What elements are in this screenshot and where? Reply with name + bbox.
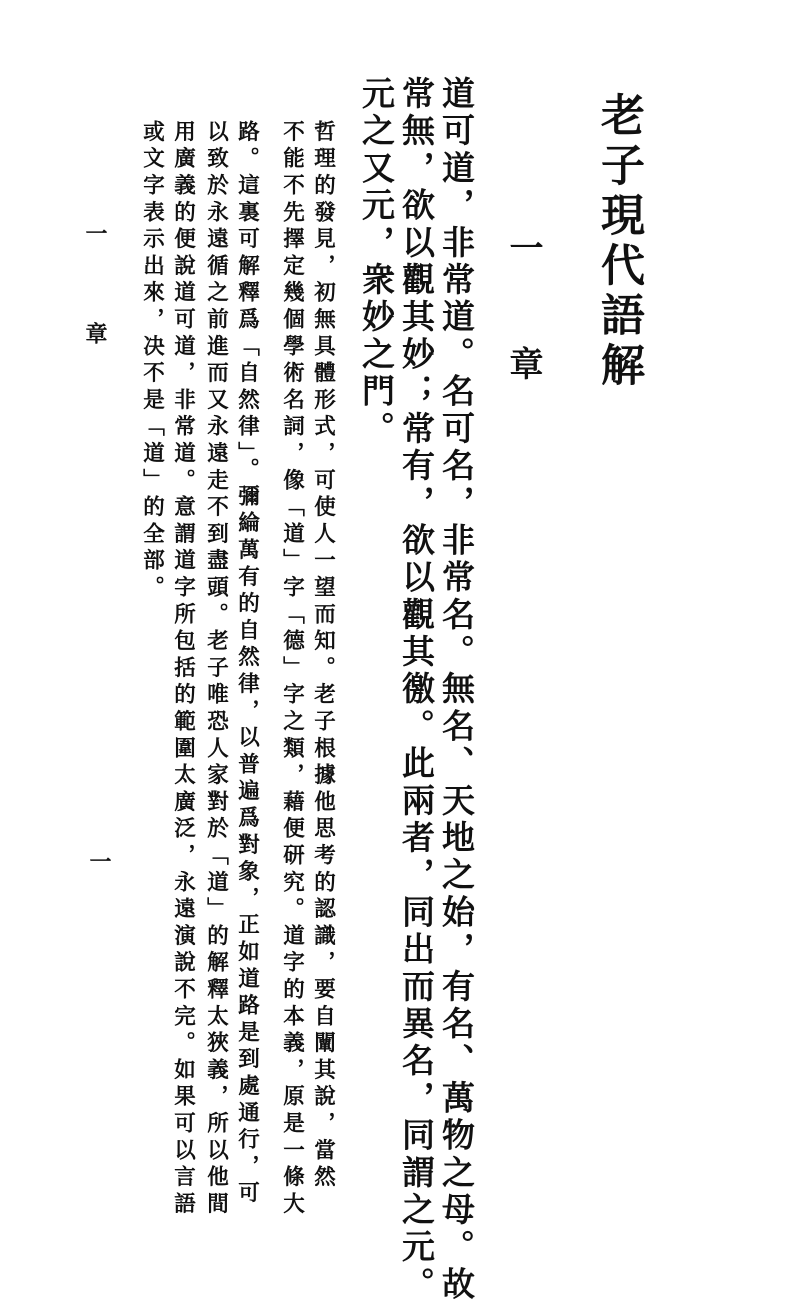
book-title: 老子現代語解 <box>593 92 644 392</box>
commentary-line-6: 或文字表示出來，决不是「道」的全部。 <box>139 120 165 603</box>
page-number: 一 <box>86 850 112 872</box>
commentary-line-1: 哲理的發見，初無具體形式，可使人一望而知。老子根據他思考的認識，要自闡其說，當然 <box>310 120 336 1192</box>
margin-chapter-label: 一 章 <box>82 222 108 372</box>
commentary-line-4: 以致於永遠循之前進而又永遠走不到盡頭。老子唯恐人家對於「道」的解釋太狹義，所以他間 <box>203 120 229 1219</box>
scripture-line-3: 元之又元，衆妙之門。 <box>357 76 396 448</box>
commentary-line-2: 不能不先擇定幾個學術名詞，像「道」字「德」字之類，藉便研究。道字的本義，原是一條大 <box>279 120 305 1219</box>
chapter-heading: 一 章 <box>503 230 543 404</box>
scripture-line-2: 常無，欲以觀其妙；常有，欲以觀其徼。此兩者，同出而異名，同謂之元。 <box>397 76 436 1304</box>
commentary-line-3: 路。這裏可解釋爲「自然律」。彌綸萬有的自然律，以普遍爲對象，正如道路是到處通行，可 <box>234 120 260 1209</box>
scripture-line-1: 道可道，非常道。名可名，非常名。無名、天地之始，有名、萬物之母。故 <box>437 76 476 1304</box>
commentary-line-5: 用廣義的便說道可道，非常道。意謂道字所包括的範圍太廣泛，永遠演說不完。如果可以言語 <box>170 120 196 1219</box>
